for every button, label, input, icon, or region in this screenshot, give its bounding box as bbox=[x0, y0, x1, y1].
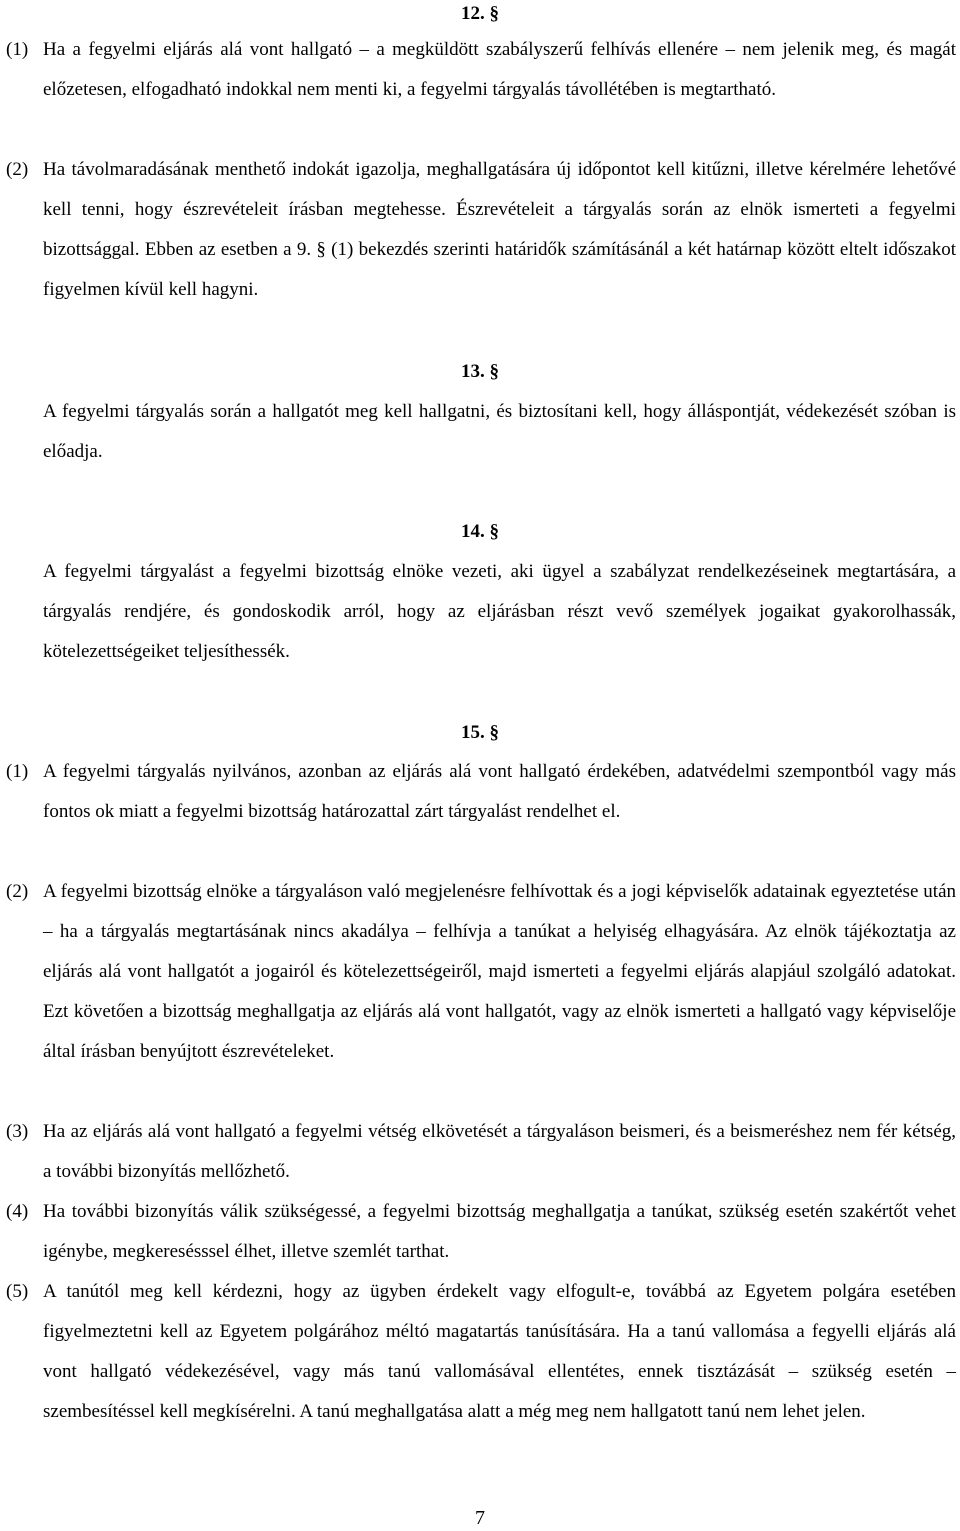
paragraph-number: (1) bbox=[6, 761, 29, 782]
paragraph-text: A fegyelmi bizottság elnöke a tárgyaláson való megjelenésre felhívottak és a jogi képviselők adatainak egyeztetése után – ha a tárgyalás megtartásának nincs akadálya – felhívja a tanúkat a helyiség elhagyására. Az elnök tájékoztatja az eljárás alá vont hallgatót a jogairól és kötelezettségeiről, majd ismerteti a fegyelmi eljárás alapjául szolgáló adatokat. Ezt követően a bizottság meghallgatja az eljárás alá vont hallgatót, vagy az elnök ismerteti a hallgató vagy képviselője által írásban benyújtott észrevételeket. bbox=[43, 881, 956, 1062]
paragraph-number: (2) bbox=[6, 881, 29, 902]
paragraph-number: (2) bbox=[6, 159, 29, 180]
paragraph-text: Ha további bizonyítás válik szükségessé, a fegyelmi bizottság meghallgatja a tanúkat, szükség esetén szakértőt vehet igénybe, megkeresésssel élhet, illetve szemlét tarthat. bbox=[43, 1201, 956, 1262]
paragraph-15-1 bbox=[6, 752, 956, 832]
paragraph-15-5 bbox=[6, 1272, 956, 1432]
paragraph-number: (3) bbox=[6, 1121, 29, 1142]
paragraph-12-2 bbox=[6, 150, 956, 310]
paragraph-text: Ha a fegyelmi eljárás alá vont hallgató – a megküldött szabályszerű felhívás ellenére – nem jelenik meg, és magát előzetesen, elfogadható indokkal nem menti ki, a fegyelmi tárgyalás távollétében is megtartható. bbox=[43, 39, 956, 100]
paragraph-text: Ha távolmaradásának menthető indokát igazolja, meghallgatására új időpontot kell kitűzni, illetve kérelmére lehetővé kell tenni, hogy észrevételeit írásban megtehesse. Észrevételeit a tárgyalás során az elnök ismerteti a fegyelmi bizottsággal. Ebben az esetben a 9. § (1) bekezdés szerinti határidők számításánál a két határnap között eltelt időszakot figyelmen kívül kell hagyni. bbox=[43, 159, 956, 300]
paragraph-text: A fegyelmi tárgyalás nyilvános, azonban az eljárás alá vont hallgató érdekében, adatvédelmi szempontból vagy más fontos ok miatt a fegyelmi bizottság határozattal zárt tárgyalást rendelhet el. bbox=[43, 761, 956, 822]
paragraph-15-2 bbox=[6, 872, 956, 1072]
section-heading-14: 14. § bbox=[461, 521, 499, 542]
paragraph-12-1 bbox=[6, 30, 956, 110]
paragraph-number: (1) bbox=[6, 39, 29, 60]
section-heading-15: 15. § bbox=[461, 722, 499, 743]
page-number: 7 bbox=[475, 1507, 485, 1529]
paragraph-number: (5) bbox=[6, 1281, 29, 1302]
paragraph-13 bbox=[43, 392, 956, 472]
paragraph-text: Ha az eljárás alá vont hallgató a fegyelmi vétség elkövetését a tárgyaláson beismeri, és a beismeréshez nem fér kétség, a további bizonyítás mellőzhető. bbox=[43, 1121, 956, 1182]
section-heading-12: 12. § bbox=[461, 3, 499, 24]
paragraph-number: (4) bbox=[6, 1201, 29, 1222]
paragraph-14 bbox=[43, 552, 956, 672]
paragraph-15-3 bbox=[6, 1112, 956, 1192]
section-heading-13: 13. § bbox=[461, 361, 499, 382]
paragraph-text: A fegyelmi tárgyalás során a hallgatót meg kell hallgatni, és biztosítani kell, hogy álláspontját, védekezését szóban is előadja. bbox=[43, 401, 956, 462]
paragraph-text: A tanútól meg kell kérdezni, hogy az ügyben érdekelt vagy elfogult-e, továbbá az Egyetem polgára esetében figyelmeztetni kell az Egyetem polgárához méltó magatartás tanúsítására. Ha a tanú vallomása a fegyelli eljárás alá vont hallgató védekezésével, vagy más tanú vallomásával ellentétes, ennek tisztázását – szükség esetén – szembesítéssel kell megkísérelni. A tanú meghallgatása alatt a még meg nem hallgatott tanú nem lehet jelen. bbox=[43, 1281, 956, 1422]
paragraph-text: A fegyelmi tárgyalást a fegyelmi bizottság elnöke vezeti, aki ügyel a szabályzat rendelkezéseinek megtartására, a tárgyalás rendjére, és gondoskodik arról, hogy az eljárásban részt vevő személyek jogaikat gyakorolhassák, kötelezettségeiket teljesíthessék. bbox=[43, 561, 956, 662]
paragraph-15-4 bbox=[6, 1192, 956, 1272]
